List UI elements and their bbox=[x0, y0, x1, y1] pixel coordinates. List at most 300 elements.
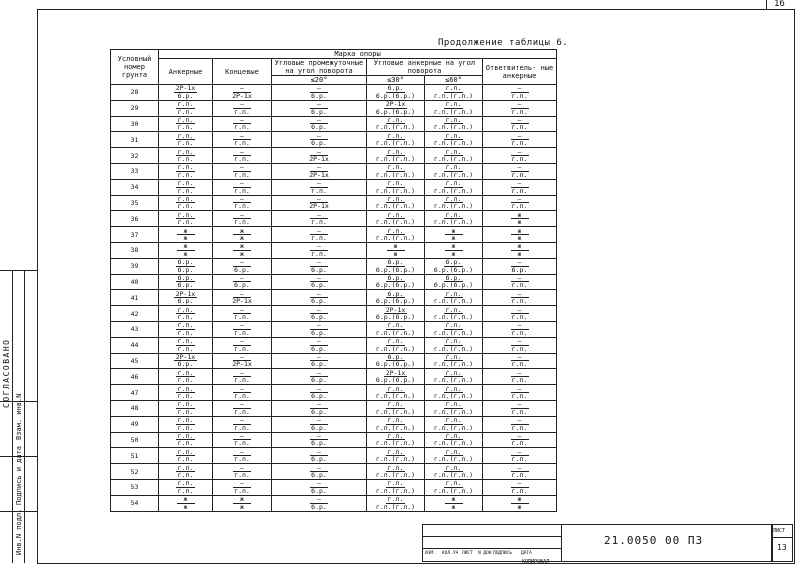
soil-number: 46 bbox=[111, 369, 159, 385]
mark-cell bbox=[425, 321, 483, 337]
mark-cell bbox=[425, 479, 483, 495]
mark-cell bbox=[483, 290, 557, 306]
mark-numerator: — bbox=[511, 164, 529, 172]
mark-denominator: г.п. bbox=[511, 297, 528, 306]
mark-cell bbox=[159, 432, 213, 448]
mark-numerator: г.п. bbox=[177, 479, 194, 488]
mark-cell bbox=[425, 353, 483, 369]
mark-denominator: г.п. bbox=[177, 376, 194, 385]
mark-numerator: — bbox=[511, 370, 529, 378]
mark-cell bbox=[483, 163, 557, 179]
document-number: 21.0050 00 ПЗ bbox=[604, 534, 704, 547]
mark-cell bbox=[272, 132, 367, 148]
soil-number: 35 bbox=[111, 195, 159, 211]
mark-cell bbox=[213, 432, 272, 448]
mark-cell bbox=[213, 479, 272, 495]
mark-numerator: б.р. bbox=[387, 352, 404, 361]
mark-cell bbox=[367, 448, 425, 464]
mark-cell bbox=[213, 100, 272, 116]
mark-cell bbox=[483, 306, 557, 322]
mark-denominator: г.п. bbox=[177, 107, 194, 116]
mark-cell bbox=[483, 448, 557, 464]
mark-cell bbox=[483, 321, 557, 337]
mark-cell bbox=[425, 242, 483, 258]
header-branch: Ответвитель- ные анкерные bbox=[483, 59, 557, 85]
mark-numerator: — bbox=[310, 386, 328, 394]
mark-cell bbox=[213, 321, 272, 337]
mark-denominator: б.р. bbox=[311, 139, 327, 148]
mark-numerator: г.п. bbox=[387, 321, 404, 330]
mark-numerator: — bbox=[310, 275, 328, 283]
header-end: Концевые bbox=[213, 59, 272, 85]
soil-number: 31 bbox=[111, 132, 159, 148]
mark-denominator: г.п.(г.п.) bbox=[375, 218, 416, 227]
mark-numerator: ж bbox=[511, 212, 529, 220]
soil-number: 47 bbox=[111, 385, 159, 401]
mark-denominator: б.р.(б.р.) bbox=[375, 265, 416, 274]
mark-denominator: г.п. bbox=[234, 186, 250, 195]
mark-cell bbox=[367, 400, 425, 416]
mark-numerator: — bbox=[310, 243, 328, 251]
mark-numerator: г.п. bbox=[445, 289, 462, 298]
mark-numerator: г.п. bbox=[445, 147, 462, 156]
mark-numerator: г.п. bbox=[177, 431, 194, 440]
mark-denominator: г.п.(г.п.) bbox=[375, 423, 416, 432]
mark-numerator: 2Р-1х bbox=[385, 100, 406, 109]
mark-numerator: — bbox=[233, 322, 251, 330]
mark-cell bbox=[367, 306, 425, 322]
mark-cell bbox=[272, 290, 367, 306]
mark-denominator: г.п.(г.п.) bbox=[375, 186, 416, 195]
mark-denominator: г.п.(г.п.) bbox=[433, 202, 474, 211]
mark-denominator: г.п. bbox=[234, 202, 250, 211]
mark-cell bbox=[367, 337, 425, 353]
mark-numerator: г.п. bbox=[387, 431, 404, 440]
mark-numerator: — bbox=[511, 449, 529, 457]
header-angle-intermediate: Угловые промежуточные на угол поворота bbox=[272, 59, 367, 76]
table-row bbox=[111, 495, 557, 511]
title-block-label: КОЛ.УЧ bbox=[442, 551, 459, 556]
mark-denominator: б.р. bbox=[311, 123, 327, 132]
mark-denominator: ж bbox=[517, 502, 522, 511]
mark-cell bbox=[159, 85, 213, 101]
mark-denominator: ж bbox=[240, 234, 244, 243]
mark-numerator: — bbox=[310, 401, 328, 409]
mark-cell bbox=[272, 385, 367, 401]
mark-denominator: г.п.(г.п.) bbox=[375, 170, 416, 179]
mark-numerator: г.п. bbox=[445, 416, 462, 425]
mark-numerator: г.п. bbox=[445, 368, 462, 377]
mark-denominator: г.п. bbox=[311, 249, 327, 258]
soil-number: 39 bbox=[111, 258, 159, 274]
mark-numerator: — bbox=[233, 180, 251, 188]
mark-numerator: — bbox=[310, 212, 328, 220]
mark-numerator: г.п. bbox=[177, 147, 194, 156]
mark-numerator: — bbox=[511, 101, 529, 109]
mark-denominator: г.п. bbox=[177, 455, 194, 464]
mark-cell bbox=[213, 274, 272, 290]
mark-cell bbox=[367, 227, 425, 243]
mark-denominator: б.р. bbox=[177, 360, 194, 369]
header-soil: Условный номер грунта bbox=[111, 50, 159, 85]
mark-denominator: г.п. bbox=[511, 139, 528, 148]
mark-denominator: г.п.(г.п.) bbox=[433, 407, 474, 416]
mark-numerator: — bbox=[233, 196, 251, 204]
mark-numerator: г.п. bbox=[387, 147, 404, 156]
mark-cell bbox=[159, 242, 213, 258]
mark-cell bbox=[425, 100, 483, 116]
mark-numerator: 2Р-1х bbox=[385, 305, 406, 314]
mark-denominator: г.п. bbox=[234, 139, 250, 148]
mark-denominator: б.р.(б.р.) bbox=[375, 313, 416, 322]
mark-numerator: г.п. bbox=[177, 337, 194, 346]
mark-numerator: г.п. bbox=[177, 210, 194, 219]
mark-cell bbox=[159, 211, 213, 227]
mark-denominator: г.п.(г.п.) bbox=[375, 502, 416, 511]
mark-cell bbox=[272, 274, 367, 290]
soil-number: 28 bbox=[111, 85, 159, 101]
mark-numerator: г.п. bbox=[177, 447, 194, 456]
mark-denominator: г.п. bbox=[177, 155, 194, 164]
mark-numerator: г.п. bbox=[445, 194, 462, 203]
mark-cell bbox=[483, 211, 557, 227]
mark-numerator: г.п. bbox=[177, 194, 194, 203]
mark-numerator: — bbox=[310, 354, 328, 362]
mark-denominator: г.п.(г.п.) bbox=[433, 471, 474, 480]
mark-denominator: г.п.(г.п.) bbox=[433, 376, 474, 385]
table-row bbox=[111, 479, 557, 495]
mark-cell bbox=[367, 100, 425, 116]
mark-denominator: г.п.(г.п.) bbox=[375, 455, 416, 464]
mark-denominator: б.р. bbox=[311, 502, 327, 511]
mark-denominator: б.р.(б.р.) bbox=[375, 297, 416, 306]
mark-denominator: г.п. bbox=[177, 423, 194, 432]
mark-denominator: г.п. bbox=[177, 123, 194, 132]
mark-denominator: г.п. bbox=[234, 423, 250, 432]
mark-cell bbox=[483, 337, 557, 353]
mark-denominator: г.п. bbox=[177, 344, 194, 353]
mark-cell bbox=[159, 100, 213, 116]
mark-cell bbox=[159, 163, 213, 179]
mark-denominator: г.п. bbox=[234, 376, 250, 385]
mark-numerator: — bbox=[233, 275, 251, 283]
soil-number: 34 bbox=[111, 179, 159, 195]
mark-denominator: г.п. bbox=[234, 407, 250, 416]
mark-cell bbox=[483, 416, 557, 432]
mark-numerator: — bbox=[233, 449, 251, 457]
mark-cell bbox=[367, 369, 425, 385]
mark-denominator: г.п. bbox=[177, 439, 194, 448]
mark-numerator: — bbox=[310, 465, 328, 473]
mark-numerator: — bbox=[233, 370, 251, 378]
table-row bbox=[111, 258, 557, 274]
mark-denominator: г.п. bbox=[234, 123, 250, 132]
mark-numerator: г.п. bbox=[445, 163, 462, 172]
mark-numerator: г.п. bbox=[177, 100, 194, 109]
mark-denominator: б.р. bbox=[311, 439, 327, 448]
mark-cell bbox=[483, 400, 557, 416]
mark-numerator: — bbox=[310, 85, 328, 93]
mark-numerator: г.п. bbox=[387, 479, 404, 488]
sheet-number: 13 bbox=[777, 543, 787, 552]
mark-cell bbox=[367, 132, 425, 148]
mark-numerator: — bbox=[310, 307, 328, 315]
mark-cell bbox=[425, 211, 483, 227]
mark-cell bbox=[272, 400, 367, 416]
mark-denominator: г.п.(г.п.) bbox=[375, 155, 416, 164]
mark-numerator: г.п. bbox=[445, 321, 462, 330]
mark-cell bbox=[425, 258, 483, 274]
mark-denominator: б.р. bbox=[311, 423, 327, 432]
table-row bbox=[111, 385, 557, 401]
mark-denominator: г.п.(г.п.) bbox=[433, 170, 474, 179]
mark-numerator: г.п. bbox=[445, 337, 462, 346]
mark-denominator: г.п.(г.п.) bbox=[433, 455, 474, 464]
mark-cell bbox=[272, 211, 367, 227]
mark-denominator: 2Р-1х bbox=[309, 202, 329, 211]
mark-numerator: — bbox=[511, 149, 529, 157]
header-angle-30: ≤30° bbox=[367, 76, 425, 85]
mark-numerator: — bbox=[310, 164, 328, 172]
mark-numerator: ж bbox=[511, 496, 529, 504]
mark-numerator: г.п. bbox=[387, 463, 404, 472]
table-row bbox=[111, 163, 557, 179]
mark-cell bbox=[213, 163, 272, 179]
mark-numerator: — bbox=[233, 259, 251, 267]
mark-denominator: г.п. bbox=[177, 186, 194, 195]
mark-cell bbox=[213, 179, 272, 195]
mark-numerator: — bbox=[233, 307, 251, 315]
mark-denominator: г.п.(г.п.) bbox=[433, 328, 474, 337]
mark-numerator: б.р. bbox=[177, 258, 194, 267]
table-row bbox=[111, 227, 557, 243]
mark-numerator: г.п. bbox=[387, 131, 404, 140]
mark-cell bbox=[272, 464, 367, 480]
mark-denominator: г.п. bbox=[234, 155, 250, 164]
mark-cell bbox=[159, 306, 213, 322]
mark-cell bbox=[213, 290, 272, 306]
mark-denominator: б.р.(б.р.) bbox=[375, 360, 416, 369]
mark-cell bbox=[272, 495, 367, 511]
mark-cell bbox=[213, 495, 272, 511]
mark-cell bbox=[483, 369, 557, 385]
mark-cell bbox=[425, 227, 483, 243]
mark-numerator: — bbox=[310, 101, 328, 109]
mark-denominator: б.р.(б.р.) bbox=[433, 281, 474, 290]
mark-numerator: г.п. bbox=[445, 210, 462, 219]
mark-denominator: ж bbox=[393, 249, 398, 258]
header-anchor: Анкерные bbox=[159, 59, 213, 85]
mark-numerator: б.р. bbox=[445, 258, 462, 267]
header-angle-20: ≤20° bbox=[272, 76, 367, 85]
mark-denominator: б.р. bbox=[311, 471, 327, 480]
mark-denominator: г.п. bbox=[234, 455, 250, 464]
mark-numerator: — bbox=[233, 338, 251, 346]
mark-numerator: — bbox=[233, 354, 251, 362]
mark-cell bbox=[159, 479, 213, 495]
mark-numerator: — bbox=[511, 401, 529, 409]
mark-cell bbox=[213, 337, 272, 353]
mark-cell bbox=[159, 337, 213, 353]
mark-denominator: г.п.(г.п.) bbox=[433, 91, 474, 100]
mark-numerator: — bbox=[310, 449, 328, 457]
mark-cell bbox=[367, 321, 425, 337]
soil-number: 40 bbox=[111, 274, 159, 290]
mark-denominator: б.р. bbox=[311, 281, 327, 290]
mark-cell bbox=[367, 353, 425, 369]
mark-denominator: г.п. bbox=[234, 486, 250, 495]
mark-cell bbox=[367, 148, 425, 164]
mark-cell bbox=[272, 321, 367, 337]
mark-numerator: ж bbox=[177, 496, 195, 504]
mark-denominator: г.п.(г.п.) bbox=[433, 139, 474, 148]
mark-cell bbox=[272, 242, 367, 258]
mark-numerator: — bbox=[233, 164, 251, 172]
mark-cell bbox=[483, 464, 557, 480]
mark-denominator: г.п.(г.п.) bbox=[375, 328, 416, 337]
mark-denominator: г.п. bbox=[511, 313, 528, 322]
mark-denominator: б.р. bbox=[234, 265, 250, 274]
mark-cell bbox=[272, 227, 367, 243]
mark-denominator: г.п. bbox=[311, 234, 327, 243]
mark-numerator: г.п. bbox=[387, 337, 404, 346]
mark-cell bbox=[272, 179, 367, 195]
mark-denominator: ж bbox=[517, 249, 522, 258]
header-angle-60: ≤60° bbox=[425, 76, 483, 85]
mark-cell bbox=[483, 385, 557, 401]
mark-cell bbox=[367, 163, 425, 179]
mark-numerator: г.п. bbox=[387, 226, 404, 235]
mark-cell bbox=[425, 448, 483, 464]
mark-denominator: г.п. bbox=[177, 407, 194, 416]
mark-numerator: — bbox=[233, 386, 251, 394]
mark-numerator: — bbox=[310, 180, 328, 188]
table-row bbox=[111, 337, 557, 353]
table-row bbox=[111, 321, 557, 337]
mark-numerator: г.п. bbox=[387, 400, 404, 409]
table-row bbox=[111, 132, 557, 148]
mark-denominator: г.п. bbox=[511, 155, 528, 164]
mark-cell bbox=[272, 258, 367, 274]
mark-denominator: г.п.(г.п.) bbox=[433, 439, 474, 448]
mark-denominator: г.п. bbox=[511, 281, 528, 290]
mark-numerator: — bbox=[511, 307, 529, 315]
mark-numerator: — bbox=[310, 196, 328, 204]
mark-numerator: г.п. bbox=[445, 179, 462, 188]
mark-numerator: г.п. bbox=[445, 463, 462, 472]
mark-numerator: г.п. bbox=[387, 495, 404, 504]
mark-cell bbox=[159, 353, 213, 369]
mark-cell bbox=[367, 85, 425, 101]
mark-denominator: г.п. bbox=[177, 471, 194, 480]
mark-numerator: — bbox=[511, 417, 529, 425]
mark-cell bbox=[213, 227, 272, 243]
mark-denominator: ж bbox=[517, 234, 522, 243]
soil-number: 45 bbox=[111, 353, 159, 369]
mark-cell bbox=[483, 479, 557, 495]
mark-denominator: г.п. bbox=[234, 313, 250, 322]
mark-cell bbox=[213, 85, 272, 101]
mark-denominator: 2Р-1х bbox=[232, 360, 252, 369]
mark-numerator: — bbox=[233, 101, 251, 109]
mark-cell bbox=[425, 464, 483, 480]
support-marks-table bbox=[110, 49, 557, 512]
mark-numerator: — bbox=[511, 338, 529, 346]
mark-cell bbox=[213, 195, 272, 211]
mark-numerator: ж bbox=[511, 243, 529, 251]
table-row bbox=[111, 211, 557, 227]
mark-denominator: г.п. bbox=[511, 376, 528, 385]
mark-numerator: ж bbox=[445, 243, 463, 251]
mark-numerator: г.п. bbox=[177, 368, 194, 377]
mark-numerator: г.п. bbox=[445, 447, 462, 456]
header-mark: Марка опоры bbox=[159, 50, 557, 59]
mark-denominator: г.п.(г.п.) bbox=[433, 218, 474, 227]
soil-number: 48 bbox=[111, 400, 159, 416]
mark-cell bbox=[272, 100, 367, 116]
mark-numerator: б.р. bbox=[177, 273, 194, 282]
mark-denominator: г.п. bbox=[234, 392, 250, 401]
mark-cell bbox=[213, 211, 272, 227]
mark-numerator: г.п. bbox=[177, 416, 194, 425]
mark-cell bbox=[213, 464, 272, 480]
agreed-label: СОГЛАСОВАНО bbox=[2, 338, 11, 408]
mark-cell bbox=[483, 274, 557, 290]
mark-denominator: б.р.(б.р.) bbox=[375, 107, 416, 116]
mark-denominator: ж bbox=[183, 234, 188, 243]
mark-denominator: г.п.(г.п.) bbox=[375, 139, 416, 148]
mark-denominator: г.п. bbox=[177, 392, 194, 401]
mark-denominator: г.п. bbox=[511, 407, 528, 416]
soil-number: 36 bbox=[111, 211, 159, 227]
mark-cell bbox=[425, 85, 483, 101]
mark-cell bbox=[367, 464, 425, 480]
table-row bbox=[111, 148, 557, 164]
mark-numerator: — bbox=[310, 133, 328, 141]
soil-number: 52 bbox=[111, 464, 159, 480]
mark-cell bbox=[425, 432, 483, 448]
mark-cell bbox=[159, 195, 213, 211]
mark-denominator: б.р. bbox=[177, 281, 194, 290]
mark-cell bbox=[425, 116, 483, 132]
mark-numerator: — bbox=[233, 117, 251, 125]
mark-numerator: ж bbox=[511, 228, 529, 236]
mark-cell bbox=[425, 195, 483, 211]
mark-denominator: г.п. bbox=[511, 423, 528, 432]
mark-denominator: б.р. bbox=[177, 297, 194, 306]
mark-numerator: — bbox=[233, 465, 251, 473]
mark-numerator: — bbox=[511, 322, 529, 330]
mark-cell bbox=[159, 116, 213, 132]
mark-cell bbox=[483, 227, 557, 243]
mark-cell bbox=[425, 385, 483, 401]
mark-numerator: — bbox=[233, 212, 251, 220]
mark-denominator: г.п. bbox=[511, 439, 528, 448]
mark-denominator: 2Р-1х bbox=[232, 297, 252, 306]
mark-numerator: г.п. bbox=[177, 163, 194, 172]
mark-numerator: ж bbox=[177, 228, 195, 236]
mark-numerator: — bbox=[511, 196, 529, 204]
table-row bbox=[111, 195, 557, 211]
mark-numerator: — bbox=[310, 259, 328, 267]
soil-number: 38 bbox=[111, 242, 159, 258]
soil-number: 44 bbox=[111, 337, 159, 353]
mark-denominator: г.п. bbox=[511, 170, 528, 179]
sign-date-label: Подпись и дата bbox=[15, 445, 23, 505]
mark-numerator: — bbox=[310, 322, 328, 330]
mark-numerator: — bbox=[310, 370, 328, 378]
mark-numerator: — bbox=[511, 117, 529, 125]
